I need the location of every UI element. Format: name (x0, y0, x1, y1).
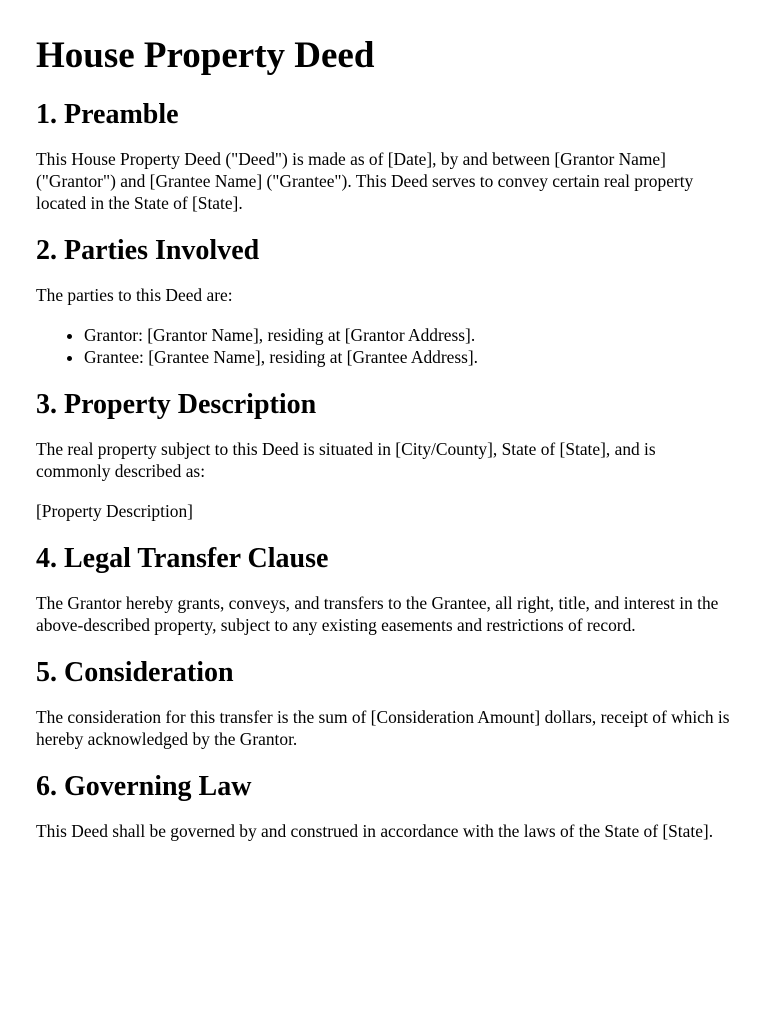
section-heading: 4. Legal Transfer Clause (36, 543, 329, 574)
section-paragraph: The consideration for this transfer is the sum of [Consideration Amount] dollars, receipt of which is hereby acknowledged by the Grantor. (36, 707, 730, 749)
list-item: • Grantor: [Grantor Name], residing at [Grantor Address]. (84, 324, 734, 346)
section-heading: 2. Parties Involved (36, 235, 260, 266)
section-parties-involved (36, 234, 734, 368)
section-paragraph: The Grantor hereby grants, conveys, and transfers to the Grantee, all right, title, and interest in the above-described property, subject to any existing easements and restrictions of record. (36, 593, 719, 635)
section-paragraph: The real property subject to this Deed is situated in [City/County], State of [State], and is commonly described as: (36, 439, 656, 481)
section-paragraph: This Deed shall be governed by and construed in accordance with the laws of the State of [State]. (36, 821, 714, 841)
section-consideration (36, 656, 734, 750)
section-heading: 1. Preamble (36, 99, 179, 130)
property-description-placeholder: [Property Description] (36, 501, 193, 521)
section-property-description (36, 388, 734, 522)
section-preamble (36, 98, 734, 214)
section-governing-law (36, 770, 734, 842)
document-title: House Property Deed (36, 35, 375, 76)
section-paragraph: This House Property Deed ("Deed") is made as of [Date], by and between [Grantor Name] ("Grantor") and [Grantee Name] ("Grantee"). This Deed serves to convey certain real property located in the State of [State]. (36, 149, 694, 213)
section-legal-transfer-clause (36, 542, 734, 636)
section-heading: 3. Property Description (36, 389, 317, 420)
section-heading: 5. Consideration (36, 657, 234, 688)
parties-list (36, 324, 734, 368)
section-heading: 6. Governing Law (36, 771, 252, 802)
list-item: • Grantee: [Grantee Name], residing at [Grantee Address]. (84, 346, 734, 368)
section-paragraph: The parties to this Deed are: (36, 285, 233, 305)
